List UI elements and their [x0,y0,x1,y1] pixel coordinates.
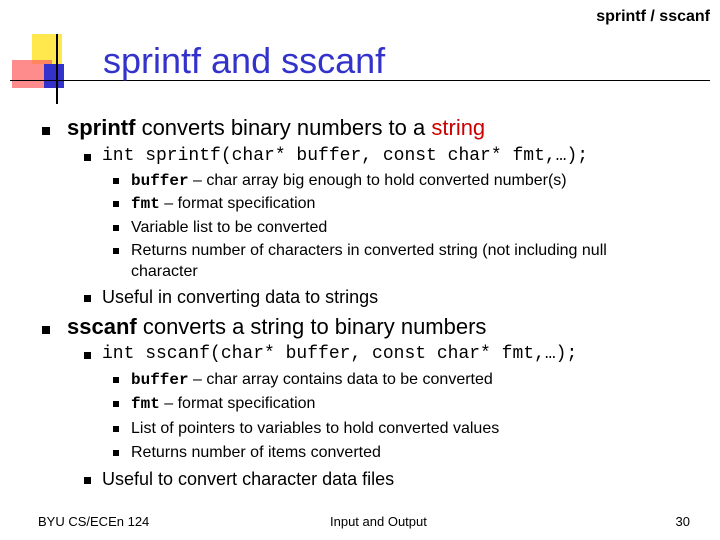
sprintf-item: Variable list to be converted [131,219,328,236]
sscanf-item [131,394,315,414]
sprintf-note: Useful in converting data to strings [102,287,379,307]
sscanf-heading-text: converts a string to binary numbers [136,314,487,339]
item-text: – char array big enough to hold converted number(s) [188,172,567,189]
code-term: buffer [131,172,189,190]
code-term: fmt [131,395,160,413]
sprintf-item [131,171,567,191]
sprintf-item: Returns number of characters in converted string (not including null [131,242,607,259]
sprintf-heading-text: converts binary numbers to a [135,115,432,140]
sprintf-heading [67,115,485,141]
bullet-icon [113,178,119,184]
sscanf-item: List of pointers to variables to hold converted values [131,420,500,437]
item-text: – char array contains data to be converted [188,371,493,388]
bullet-icon [84,295,91,302]
sprintf-keyword: sprintf [67,115,136,140]
item-text: – format specification [159,195,316,212]
bullet-icon [113,450,119,456]
sscanf-heading [67,314,486,340]
code-term: fmt [131,195,160,213]
footer-topic: Input and Output [330,514,427,529]
code-term: buffer [131,371,189,389]
bullet-icon [84,154,91,161]
item-text: – format specification [159,395,316,412]
slide-title: sprintf and sscanf [103,40,386,81]
bullet-icon [113,225,119,231]
sprintf-item-continuation: character [131,263,198,280]
sscanf-keyword: sscanf [67,314,137,339]
bullet-icon [113,201,119,207]
sprintf-signature: int sprintf(char* buffer, const char* fmt,…); [102,146,589,166]
sprintf-heading-emphasis: string [431,115,486,140]
bullet-icon [42,326,50,334]
footer-course: BYU CS/ECEn 124 [38,514,150,529]
slide-header: sprintf / sscanf [596,8,710,25]
sscanf-note: Useful to convert character data files [102,469,395,489]
bullet-icon [113,377,119,383]
bullet-icon [42,127,50,135]
bullet-icon [84,352,91,359]
bullet-icon [113,401,119,407]
sscanf-item [131,370,493,390]
bullet-icon [113,426,119,432]
bullet-icon [84,477,91,484]
bullet-icon [113,248,119,254]
sprintf-item [131,194,315,214]
sscanf-signature: int sscanf(char* buffer, const char* fmt,…); [102,344,578,364]
sscanf-item: Returns number of items converted [131,444,381,461]
footer-page-number: 30 [675,514,690,529]
